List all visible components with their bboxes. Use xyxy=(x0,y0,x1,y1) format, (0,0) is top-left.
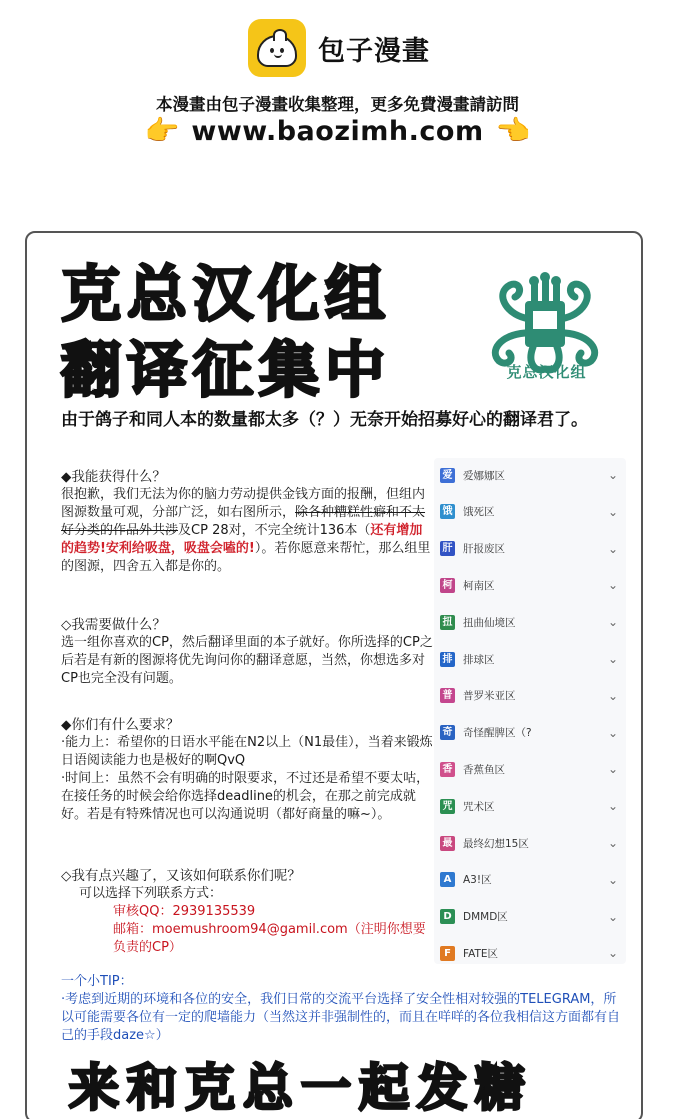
contact-qq: 审核QQ：2939135539 xyxy=(113,904,256,919)
zone-label: 扭曲仙境区 xyxy=(463,616,516,629)
poster-bottom-slogan: 来和克总一起发糖 xyxy=(69,1059,533,1117)
zone-label: 最终幻想15区 xyxy=(463,837,529,850)
section-tasks xyxy=(61,616,433,688)
zone-item[interactable] xyxy=(440,720,620,746)
zone-label: 排球区 xyxy=(463,653,495,666)
chevron-down-icon[interactable]: ⌄ xyxy=(607,762,619,777)
section-contact xyxy=(61,867,433,957)
chevron-down-icon[interactable]: ⌄ xyxy=(607,909,619,924)
zone-badge-icon: 爱 xyxy=(440,468,455,483)
zone-label: A3!区 xyxy=(463,874,492,887)
chevron-down-icon[interactable]: ⌄ xyxy=(607,688,619,703)
baozi-logo-icon xyxy=(248,19,306,77)
pointing-right-hand-icon: 👉 xyxy=(144,114,180,147)
zone-label: 普罗米亚区 xyxy=(463,690,516,703)
zone-item[interactable] xyxy=(440,756,620,782)
zone-item[interactable] xyxy=(440,683,620,709)
section-paragraph: 很抱歉，我们无法为你的脑力劳动提供金钱方面的报酬，但组内图源数量可观，分部广泛，如右图所示，除各种糟糕性癖和不太好分类的作品外共涉及CP 28对，不完全统计136本（还有增加的趋势!安利给吸盘，吸盘会嗑的!）。若你愿意来帮忙，那么组里的图源，四舍五入都是你的。 xyxy=(61,487,431,574)
zone-badge-icon: 香 xyxy=(440,762,455,777)
zone-item[interactable] xyxy=(440,499,620,525)
emblem-caption: 克总汉化组 xyxy=(506,363,587,381)
chevron-down-icon[interactable]: ⌄ xyxy=(607,504,619,519)
zone-item[interactable] xyxy=(440,536,620,562)
chevron-down-icon[interactable]: ⌄ xyxy=(607,872,619,887)
recruitment-poster xyxy=(25,231,643,1119)
tip-heading: 一个小TIP： xyxy=(61,974,133,989)
zone-label: DMMD区 xyxy=(463,911,508,924)
zone-badge-icon: 奇 xyxy=(440,725,455,740)
zone-item[interactable] xyxy=(440,904,620,930)
zone-label: 爱娜娜区 xyxy=(463,469,505,482)
zone-badge-icon: 普 xyxy=(440,688,455,703)
zone-badge-icon: D xyxy=(440,909,455,924)
zone-badge-icon: 咒 xyxy=(440,799,455,814)
poster-title-line2: 翻译征集中 xyxy=(61,336,391,406)
zone-badge-icon: 排 xyxy=(440,652,455,667)
section-heading: ◇我需要做什么？ xyxy=(61,617,166,633)
zone-badge-icon: F xyxy=(440,946,455,961)
zone-label: 香蕉鱼区 xyxy=(463,763,505,776)
pointing-left-hand-icon: 👈 xyxy=(495,114,531,147)
zone-item[interactable] xyxy=(440,609,620,635)
brand-name: 包子漫畫 xyxy=(318,35,430,67)
zone-list xyxy=(434,458,626,964)
section-heading: ◆你们有什么要求？ xyxy=(61,717,180,733)
section-requirements xyxy=(61,716,433,824)
poster-title-line1: 克总汉化组 xyxy=(61,260,391,330)
tip-body: ·考虑到近期的环境和各位的安全，我们日常的交流平台选择了安全性相对较强的TELEGRAM，所以可能需要各位有一定的爬墙能力（当然这并非强制性的，而且在咩咩的各位我相信这方面都有自己的手段daze☆） xyxy=(61,992,621,1043)
zone-item[interactable] xyxy=(440,646,620,672)
tagline: 本漫畫由包子漫畫收集整理，更多免費漫畫請訪問 xyxy=(156,95,519,114)
tip-box xyxy=(61,973,621,1045)
zone-label: FATE区 xyxy=(463,947,498,960)
ability-requirement: ·能力上：希望你的日语水平能在N2以上（N1最佳），当着来锻炼日语阅读能力也是极好的啊QvQ xyxy=(61,735,433,768)
section-heading: ◆我能获得什么？ xyxy=(61,469,166,485)
zone-badge-icon: A xyxy=(440,872,455,887)
contact-email[interactable]: 邮箱：moemushroom94@gamil.com（注明你想要负责的CP） xyxy=(113,922,426,955)
zone-item[interactable] xyxy=(440,793,620,819)
chevron-down-icon[interactable]: ⌄ xyxy=(607,836,619,850)
chevron-down-icon[interactable]: ⌄ xyxy=(607,725,619,740)
zone-item[interactable] xyxy=(440,462,620,488)
zone-item[interactable] xyxy=(440,830,620,856)
zone-badge-icon: 肝 xyxy=(440,541,455,556)
chevron-down-icon[interactable]: ⌄ xyxy=(607,578,619,593)
chevron-down-icon[interactable]: ⌄ xyxy=(607,946,619,961)
chevron-down-icon[interactable]: ⌄ xyxy=(607,799,619,814)
site-row xyxy=(0,113,675,149)
contact-intro: 可以选择下列联系方式： xyxy=(79,886,223,901)
zone-label: 肝报废区 xyxy=(463,543,505,556)
chevron-down-icon[interactable]: ⌄ xyxy=(607,541,619,556)
chevron-down-icon[interactable]: ⌄ xyxy=(607,652,619,666)
zone-item[interactable] xyxy=(440,940,620,966)
zone-label: 咒术区 xyxy=(463,800,495,813)
zone-label: 柯南区 xyxy=(463,579,495,592)
zone-item[interactable] xyxy=(440,572,620,598)
zone-badge-icon: 柯 xyxy=(440,578,455,593)
chevron-down-icon[interactable]: ⌄ xyxy=(607,615,619,630)
section-heading: ◇我有点兴趣了，又该如何联系你们呢？ xyxy=(61,868,301,884)
zone-label: 奇怪醒脾区（? xyxy=(463,727,532,740)
time-requirement: ·时间上：虽然不会有明确的时限要求，不过还是希望不要太咕，在接任务的时候会给你选择deadline的机会，在那之前完成就好。若是有特殊情况也可以沟通说明（都好商量的嘛~）。 xyxy=(61,771,430,822)
zone-badge-icon: 饿 xyxy=(440,504,455,519)
brand-header xyxy=(248,18,430,78)
zone-badge-icon: 扭 xyxy=(440,615,455,630)
section-benefits xyxy=(61,468,433,576)
chevron-down-icon[interactable]: ⌄ xyxy=(607,468,619,482)
zone-item[interactable] xyxy=(440,867,620,893)
zone-badge-icon: 最 xyxy=(440,836,455,851)
section-paragraph: 选一组你喜欢的CP，然后翻译里面的本子就好。你所选择的CP之后若是有新的图源将优先询问你的翻译意愿，当然，你想选多对CP也完全没有问题。 xyxy=(61,635,433,686)
zone-label: 饿死区 xyxy=(463,506,495,519)
site-url[interactable]: www.baozimh.com xyxy=(191,115,484,147)
lead-text: 由于鸽子和同人本的数量都太多（？）无奈开始招募好心的翻译君了。 xyxy=(61,410,588,430)
